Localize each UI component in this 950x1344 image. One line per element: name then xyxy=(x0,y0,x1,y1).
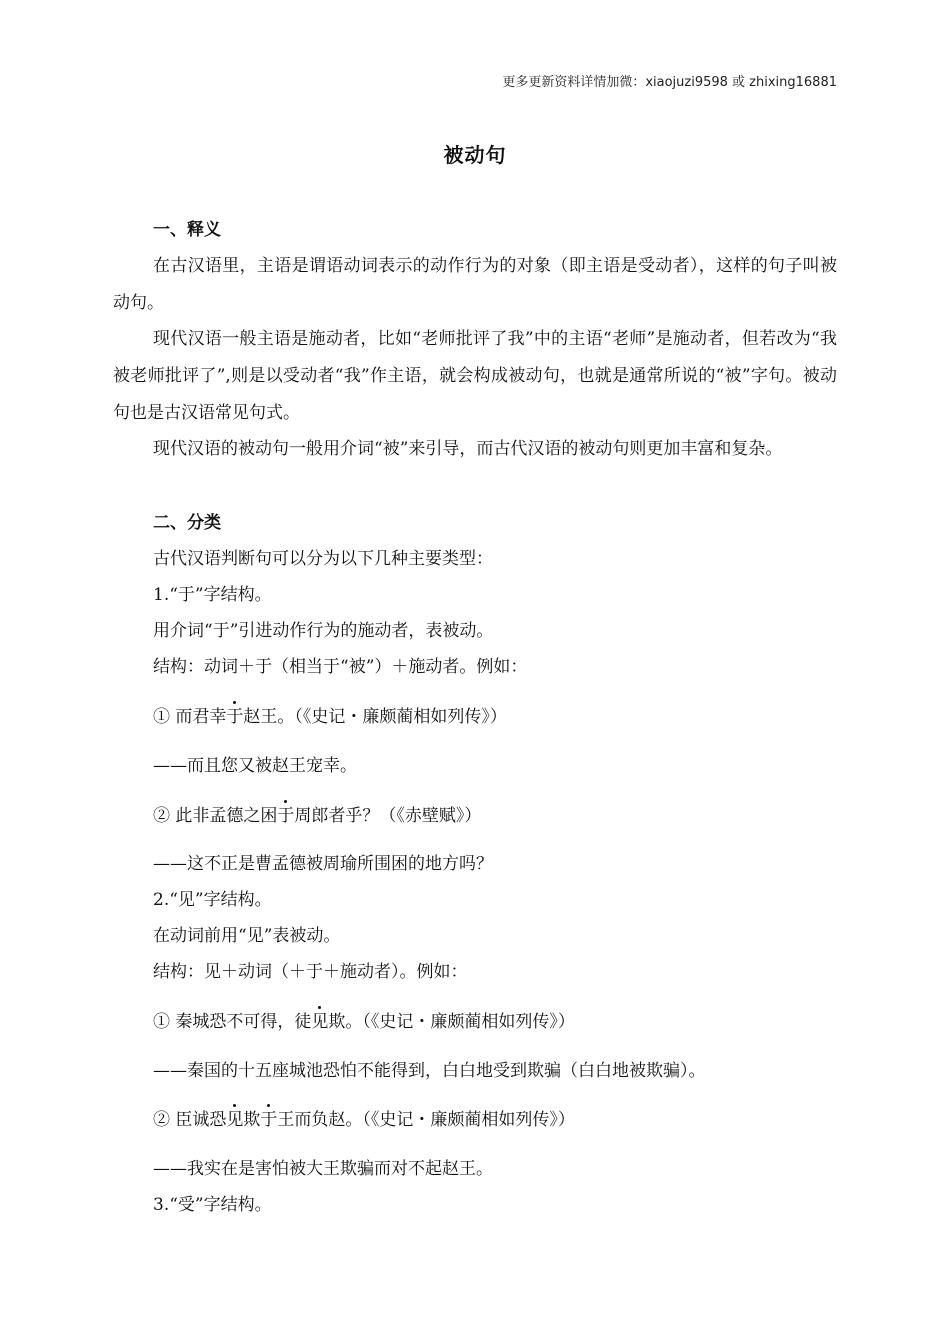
example-text: 周郎者乎？（《赤壁赋》） xyxy=(294,806,482,826)
page-title: 被动句 xyxy=(443,143,507,167)
section-heading-classification: 二、分类 xyxy=(153,513,221,533)
type1-title: 1.“于”字结构。 xyxy=(153,585,272,605)
type1-example-1 xyxy=(153,706,507,728)
type2-example-2-translation: ——我实在是害怕被大王欺骗而对不起赵王。 xyxy=(153,1159,493,1179)
example-text: ② 臣诚恐 xyxy=(153,1110,227,1130)
example-text: 王而负赵。（《史记・廉颇蔺相如列传》） xyxy=(277,1110,575,1130)
example-text: ② 此非孟德之困 xyxy=(153,806,278,826)
example-text: 赵王。（《史记・廉颇蔺相如列传》） xyxy=(243,707,507,727)
emphasis-mark: 于 xyxy=(226,707,244,727)
type2-structure: 结构：见＋动词（＋于＋施动者）。例如： xyxy=(153,962,468,982)
example-text: 欺。（《史记・廉颇蔺相如列传》） xyxy=(328,1012,575,1032)
example-text: 欺 xyxy=(243,1110,261,1130)
section-heading-definition: 一、释义 xyxy=(153,220,221,240)
type2-example-1-translation: ——秦国的十五座城池恐怕不能得到，白白地受到欺骗（白白地被欺骗）。 xyxy=(153,1061,706,1081)
type2-description: 在动词前用“见”表被动。 xyxy=(153,926,341,946)
type1-structure: 结构：动词＋于（相当于“被”）＋施动者。例如： xyxy=(153,657,528,677)
type1-example-2 xyxy=(153,805,481,827)
paragraph-definition-2: 现代汉语一般主语是施动者，比如“老师批评了我”中的主语“老师”是施动者，但若改为“我被老师批评了”,则是以受动者“我”作主语，就会构成被动句，也就是通常所说的“被”字句。被动句也是古汉语常见句式。 xyxy=(113,329,837,423)
paragraph-definition-3: 现代汉语的被动句一般用介词“被”来引导，而古代汉语的被动句则更加丰富和复杂。 xyxy=(153,439,783,459)
emphasis-mark: 于 xyxy=(277,806,295,826)
type1-description: 用介词“于”引进动作行为的施动者，表被动。 xyxy=(153,621,494,641)
type1-example-2-translation: ——这不正是曹孟德被周瑜所围困的地方吗？ xyxy=(153,854,493,874)
emphasis-mark: 于 xyxy=(260,1110,278,1130)
header-note: 更多更新资料详情加微：xiaojuzi9598 或 zhixing16881 xyxy=(502,75,837,90)
type2-example-2 xyxy=(153,1109,575,1131)
example-text: ① 而君幸 xyxy=(153,707,227,727)
type2-title: 2.“见”字结构。 xyxy=(153,890,272,910)
type1-example-1-translation: ——而且您又被赵王宠幸。 xyxy=(153,756,357,776)
example-text: ① 秦城恐不可得，徒 xyxy=(153,1012,312,1032)
classification-intro: 古代汉语判断句可以分为以下几种主要类型： xyxy=(153,549,493,569)
paragraph-definition-1: 在古汉语里，主语是谓语动词表示的动作行为的对象（即主语是受动者），这样的句子叫被动句。 xyxy=(113,256,837,313)
emphasis-mark: 见 xyxy=(226,1110,244,1130)
emphasis-mark: 见 xyxy=(311,1012,329,1032)
type2-example-1 xyxy=(153,1011,575,1033)
type3-title: 3.“受”字结构。 xyxy=(153,1195,272,1215)
